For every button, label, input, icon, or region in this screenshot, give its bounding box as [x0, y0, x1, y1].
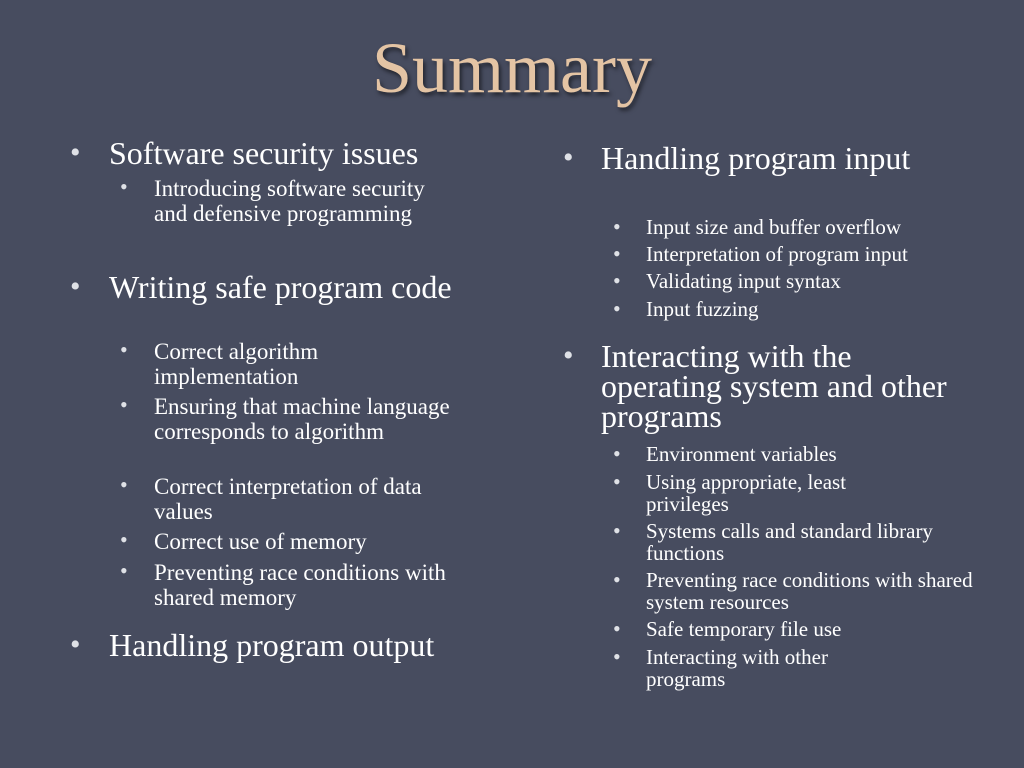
- bullet-icon: •: [613, 296, 621, 321]
- bullet-icon: •: [613, 469, 621, 494]
- right-sub-1-2: Interpretation of program input: [646, 242, 908, 266]
- bullet-icon: •: [563, 141, 574, 174]
- left-heading-2: Writing safe program code: [109, 269, 452, 305]
- right-sub-1-4: Input fuzzing: [646, 297, 759, 321]
- bullet-icon: •: [613, 214, 621, 239]
- left-heading-3: Handling program output: [109, 627, 435, 663]
- bullet-icon: •: [120, 392, 128, 417]
- bullet-icon: •: [613, 268, 621, 293]
- left-sub-2-3: Correct interpretation of data values: [154, 474, 422, 524]
- right-sub-2-3: Systems calls and standard library functions: [646, 519, 933, 565]
- bullet-icon: •: [613, 644, 621, 669]
- bullet-icon: •: [613, 441, 621, 466]
- right-sub-2-1: Environment variables: [646, 442, 837, 466]
- bullet-icon: •: [613, 241, 621, 266]
- left-sub-1-1: Introducing software security and defensive programming: [154, 176, 425, 226]
- bullet-icon: •: [70, 136, 81, 169]
- right-sub-2-4: Preventing race conditions with shared system resources: [646, 568, 973, 614]
- bullet-icon: •: [613, 518, 621, 543]
- right-sub-1-3: Validating input syntax: [646, 269, 841, 293]
- right-sub-2-6: Interacting with other programs: [646, 645, 828, 691]
- right-heading-1: Handling program input: [601, 140, 911, 176]
- right-sub-2-5: Safe temporary file use: [646, 617, 842, 641]
- bullet-icon: •: [120, 558, 128, 583]
- slide-title: Summary: [372, 28, 652, 108]
- bullet-icon: •: [120, 337, 128, 362]
- bullet-icon: •: [70, 270, 81, 303]
- bullet-icon: •: [70, 628, 81, 661]
- left-sub-2-1: Correct algorithm implementation: [154, 339, 319, 389]
- bullet-icon: •: [613, 616, 621, 641]
- bullet-icon: •: [120, 472, 128, 497]
- left-heading-1: Software security issues: [109, 135, 419, 171]
- right-sub-1-1: Input size and buffer overflow: [646, 215, 902, 239]
- left-sub-2-5: Preventing race conditions with shared memory: [154, 560, 446, 610]
- bullet-icon: •: [563, 339, 574, 372]
- bullet-icon: •: [613, 567, 621, 592]
- right-heading-2: Interacting with the operating system and other programs: [601, 338, 947, 434]
- right-sub-2-2: Using appropriate, least privileges: [646, 470, 847, 516]
- left-sub-2-4: Correct use of memory: [154, 529, 367, 554]
- bullet-icon: •: [120, 174, 128, 199]
- bullet-icon: •: [120, 527, 128, 552]
- left-sub-2-2: Ensuring that machine language corresponds to algorithm: [154, 394, 450, 444]
